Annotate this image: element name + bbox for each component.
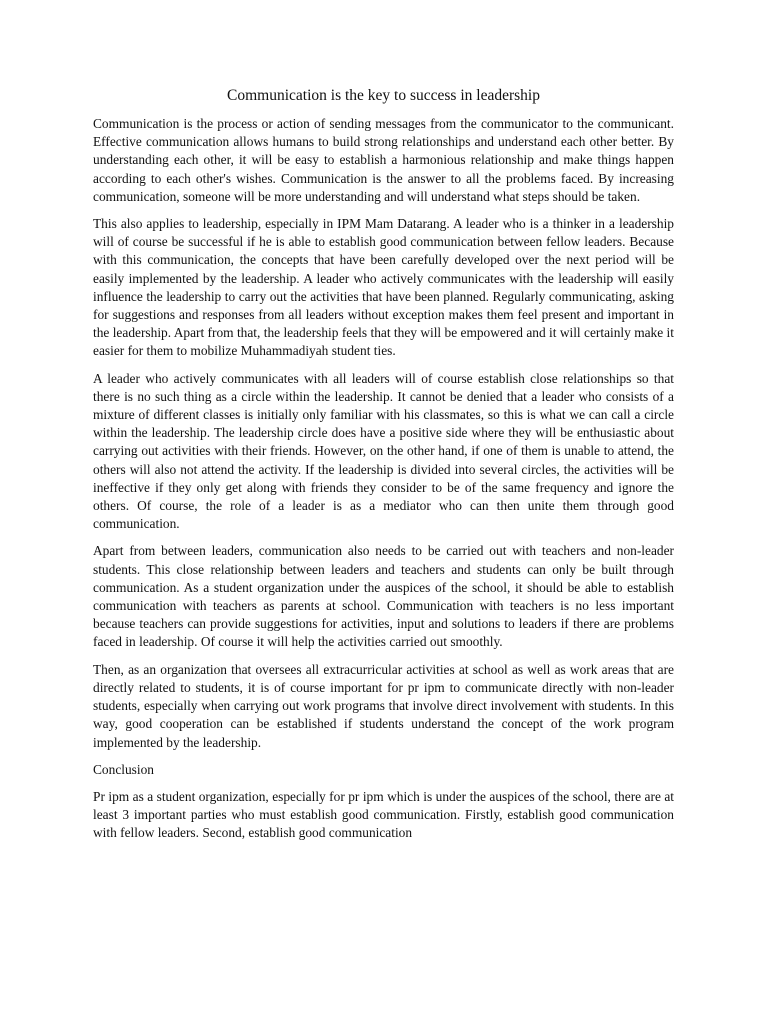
paragraph-conclusion: Pr ipm as a student organization, especially for pr ipm which is under the auspices of the school, there are at least 3 important parties who must establish good communication. Firstly, establish good communication with fellow leaders. Second, establish good communication [93, 788, 674, 841]
paragraph-circle: A leader who actively communicates with all leaders will of course establish close relationships so that there is no such thing as a circle within the leadership. It cannot be denied that a leader who consists of a mixture of different classes is initially only familiar with his classmates, so this is what we can call a circle within the leadership. The leadership circle does have a positive side where they will be enthusiastic about carrying out activities with their friends. However, on the other hand, if one of them is unable to attend, the others will also not attend the activity. If the leadership is divided into several circles, the activities will be ineffective if they only get along with friends they consider to be of the same frequency and ignore the others. Of course, the role of a leader is as a mediator who can then unite them through good communication. [93, 370, 674, 532]
paragraph-teachers: Apart from between leaders, communication also needs to be carried out with teachers and non-leader students. This close relationship between leaders and teachers and students can only be built through communication. As a student organization under the auspices of the school, it should be able to establish communication with teachers as parents at school. Communication with teachers is no less important because teachers can provide suggestions for activities, input and solutions to leaders if there are problems faced in leadership. Of course it will help the activities carried out smoothly. [93, 543, 674, 650]
paragraph-students: Then, as an organization that oversees all extracurricular activities at school as well as work areas that are directly related to students, it is of course important for pr ipm to communicate directly with non-leader students, especially when carrying out work programs that involve direct involvement with students. In this way, good cooperation can be established if students understand the concept of the work program implemented by the leadership. [93, 661, 674, 750]
conclusion-heading: Conclusion [93, 761, 155, 777]
document-page [93, 86, 674, 852]
paragraph-intro: Communication is the process or action of sending messages from the communicator to the communicant. Effective communication allows humans to build strong relationships and understand each other better. By understanding each other, it will be easy to establish a harmonious relationship and make things happen according to each other's wishes. Communication is the answer to all the problems faced. By increasing communication, someone will be more understanding and will understand what steps should be taken. [93, 116, 674, 204]
paragraph-leadership: This also applies to leadership, especially in IPM Mam Datarang. A leader who is a thinker in a leadership will of course be successful if he is able to establish good communication between fellow leaders. Because with this communication, the concepts that have been carefully developed over the next period will be easily implemented by the leadership. A leader who actively communicates with the leadership will easily influence the leadership to carry out the activities that have been planned. Regularly communicating, asking for suggestions and responses from all leaders without exception makes them feel present and important in the leadership. Apart from that, the leadership feels that they will be empowered and it will certainly make it easier for them to mobilize Muhammadiyah student ties. [93, 216, 674, 359]
document-title: Communication is the key to success in leadership [227, 87, 540, 104]
